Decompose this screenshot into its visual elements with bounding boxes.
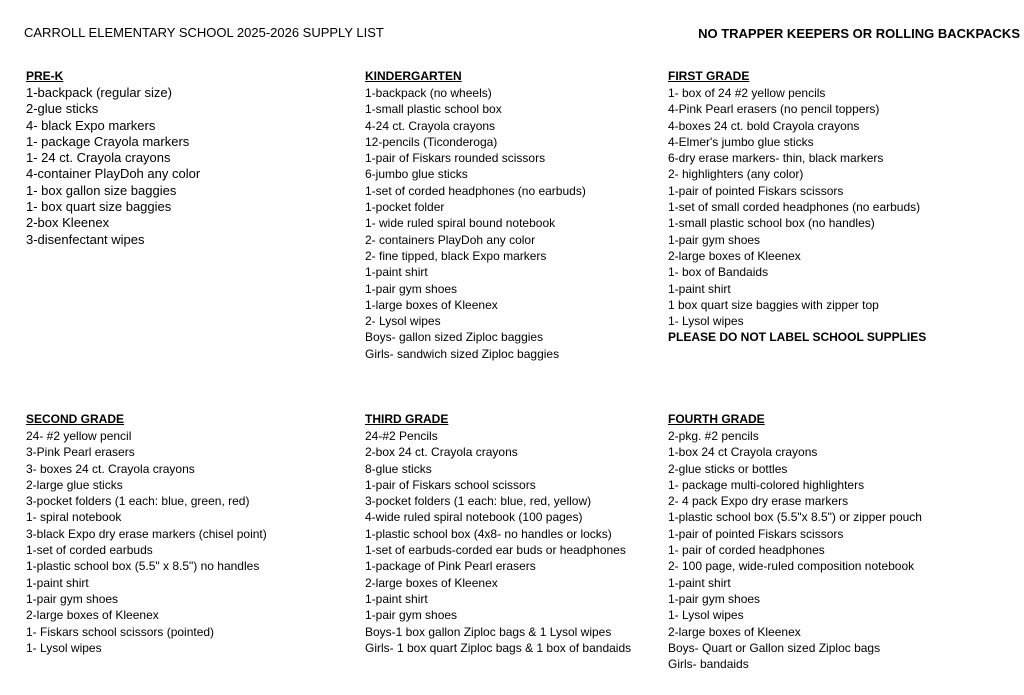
supply-item: 2-pkg. #2 pencils xyxy=(668,429,759,443)
supply-item: 1-backpack (no wheels) xyxy=(365,86,492,100)
supply-item: 1-set of corded earbuds xyxy=(26,543,153,558)
supply-item: 1-pair gym shoes xyxy=(365,281,458,296)
supply-item: 1-small plastic school box (no handles) xyxy=(668,216,875,231)
supply-item: 1-paint shirt xyxy=(26,575,89,590)
supply-item: 4-24 ct. Crayola crayons xyxy=(365,118,496,133)
supply-item: Girls- 1 box quart Ziploc bags & 1 box of bandaids xyxy=(365,640,632,655)
supply-item: 1-pair gym shoes xyxy=(365,608,458,623)
supply-item: 2-large boxes of Kleenex xyxy=(668,624,801,639)
supply-item: 1-set of earbuds-corded ear buds or headphones xyxy=(365,543,626,558)
supply-list xyxy=(668,85,926,329)
supply-item: 1-paint shirt xyxy=(668,575,731,590)
supply-item: 1-plastic school box (4x8- no handles or locks) xyxy=(365,526,612,541)
supply-item: 2- 4 pack Expo dry erase markers xyxy=(668,494,849,509)
supply-item: 1-paint shirt xyxy=(365,265,428,280)
supply-item: 1- 24 ct. Crayola crayons xyxy=(26,150,171,166)
supply-item: 1- Fiskars school scissors (pointed) xyxy=(26,624,215,639)
supply-item: 2- Lysol wipes xyxy=(365,314,441,329)
supply-item: 1- spiral notebook xyxy=(26,510,122,525)
supply-item: 3- boxes 24 ct. Crayola crayons xyxy=(26,461,195,476)
page-title: CARROLL ELEMENTARY SCHOOL 2025-2026 SUPPLY LIST xyxy=(24,25,384,40)
grade-column-kindergarten xyxy=(365,68,586,362)
supply-item: 1-backpack (regular size) xyxy=(26,85,172,100)
supply-item: 1-pocket folder xyxy=(365,200,445,215)
supply-item: 1- package Crayola markers xyxy=(26,133,190,149)
supply-item: 2-box 24 ct. Crayola crayons xyxy=(365,445,518,460)
supply-item: 4-boxes 24 ct. bold Crayola crayons xyxy=(668,118,860,133)
grade-column-first xyxy=(668,68,926,346)
supply-item: Girls- bandaids xyxy=(668,657,749,672)
supply-item: Girls- sandwich sized Ziploc baggies xyxy=(365,346,560,361)
supply-item: 1-small plastic school box xyxy=(365,102,502,117)
supply-item: 3-black Expo dry erase markers (chisel point) xyxy=(26,526,267,541)
supply-item: 6-dry erase markers- thin, black markers xyxy=(668,151,884,166)
supply-item: 2-large boxes of Kleenex xyxy=(668,248,801,263)
supply-list xyxy=(668,428,922,672)
supply-item: 1- Lysol wipes xyxy=(26,640,102,655)
supply-item: 1-box 24 ct Crayola crayons xyxy=(668,445,818,460)
supply-item: 2- highlighters (any color) xyxy=(668,167,804,182)
supply-item: Boys- Quart or Gallon sized Ziploc bags xyxy=(668,640,881,655)
supply-item: 8-glue sticks xyxy=(365,461,432,476)
grade-column-second xyxy=(26,411,267,656)
supply-item: 1-plastic school box (5.5"x 8.5") or zipper pouch xyxy=(668,510,922,525)
supply-list xyxy=(26,428,267,656)
supply-list xyxy=(365,85,586,362)
supply-item: 2- 100 page, wide-ruled composition notebook xyxy=(668,559,915,574)
supply-item: 12-pencils (Ticonderoga) xyxy=(365,134,498,149)
supply-item: 2-glue sticks xyxy=(26,101,99,117)
supply-item: 1- Lysol wipes xyxy=(668,608,744,623)
supply-item: 2-large boxes of Kleenex xyxy=(365,575,498,590)
supply-item: 4-Pink Pearl erasers (no pencil toppers) xyxy=(668,102,880,117)
supply-item: 1-paint shirt xyxy=(668,281,731,296)
supply-item: 2-large glue sticks xyxy=(26,477,123,492)
supply-item: 1-paint shirt xyxy=(365,591,428,606)
supply-item: 2-large boxes of Kleenex xyxy=(26,608,159,623)
grade-heading: PRE-K xyxy=(26,69,64,83)
supply-item: 1-set of corded headphones (no earbuds) xyxy=(365,183,586,198)
supply-item: 1- wide ruled spiral bound notebook xyxy=(365,216,556,231)
notice-heading: NO TRAPPER KEEPERS OR ROLLING BACKPACKS xyxy=(698,26,1020,41)
supply-item: 1-pair of Fiskars school scissors xyxy=(365,477,536,492)
supply-item: 2-box Kleenex xyxy=(26,215,110,231)
supply-item: 4-wide ruled spiral notebook (100 pages) xyxy=(365,510,583,525)
supply-item: 1-pair gym shoes xyxy=(668,591,761,606)
supply-item: 2- fine tipped, black Expo markers xyxy=(365,248,547,263)
supply-item: 1- pair of corded headphones xyxy=(668,543,825,558)
supply-list xyxy=(26,85,200,248)
supply-item: 4-Elmer's jumbo glue sticks xyxy=(668,134,814,149)
grade-column-fourth xyxy=(668,411,922,672)
grade-heading: FOURTH GRADE xyxy=(668,412,765,426)
supply-item: 4- black Expo markers xyxy=(26,117,156,133)
supply-item: 2-glue sticks or bottles xyxy=(668,461,788,476)
grade-heading: FIRST GRADE xyxy=(668,69,750,83)
supply-item: 1-set of small corded headphones (no earbuds) xyxy=(668,200,921,215)
supply-item: 3-pocket folders (1 each: blue, red, yellow) xyxy=(365,494,592,509)
supply-item: 1- Lysol wipes xyxy=(668,314,744,329)
supply-item: 1- package multi-colored highlighters xyxy=(668,477,865,492)
supply-item: 24- #2 yellow pencil xyxy=(26,429,132,443)
supply-item: 1- box quart size baggies xyxy=(26,199,172,215)
grade-column-prek xyxy=(26,68,200,248)
supply-item: 1-large boxes of Kleenex xyxy=(365,297,498,312)
supply-item: 3-Pink Pearl erasers xyxy=(26,445,135,460)
grade-column-third xyxy=(365,411,631,656)
supply-item: 1-pair of pointed Fiskars scissors xyxy=(668,526,844,541)
label-warning: PLEASE DO NOT LABEL SCHOOL SUPPLIES xyxy=(668,330,927,345)
supply-item: 1-pair gym shoes xyxy=(26,591,119,606)
supply-item: 4-container PlayDoh any color xyxy=(26,166,201,182)
supply-item: 1-pair of pointed Fiskars scissors xyxy=(668,183,844,198)
supply-item: Boys- gallon sized Ziploc baggies xyxy=(365,330,544,345)
grade-heading: THIRD GRADE xyxy=(365,412,449,426)
supply-item: 24-#2 Pencils xyxy=(365,429,438,443)
supply-item: 1-plastic school box (5.5" x 8.5") no handles xyxy=(26,559,260,574)
supply-item: 1-pair of Fiskars rounded scissors xyxy=(365,151,546,166)
supply-item: 6-jumbo glue sticks xyxy=(365,167,468,182)
supply-list xyxy=(365,428,631,656)
supply-item: 3-pocket folders (1 each: blue, green, red) xyxy=(26,494,250,509)
grade-heading: SECOND GRADE xyxy=(26,412,125,426)
supply-item: 2- containers PlayDoh any color xyxy=(365,232,536,247)
grade-heading: KINDERGARTEN xyxy=(365,69,462,83)
supply-item: Boys-1 box gallon Ziploc bags & 1 Lysol wipes xyxy=(365,624,612,639)
supply-item: 1- box gallon size baggies xyxy=(26,182,177,198)
supply-item: 3-disenfectant wipes xyxy=(26,231,145,247)
supply-item: 1-pair gym shoes xyxy=(668,232,761,247)
supply-item: 1 box quart size baggies with zipper top xyxy=(668,297,879,312)
supply-item: 1-package of Pink Pearl erasers xyxy=(365,559,536,574)
supply-item: 1- box of 24 #2 yellow pencils xyxy=(668,86,826,100)
supply-item: 1- box of Bandaids xyxy=(668,265,769,280)
